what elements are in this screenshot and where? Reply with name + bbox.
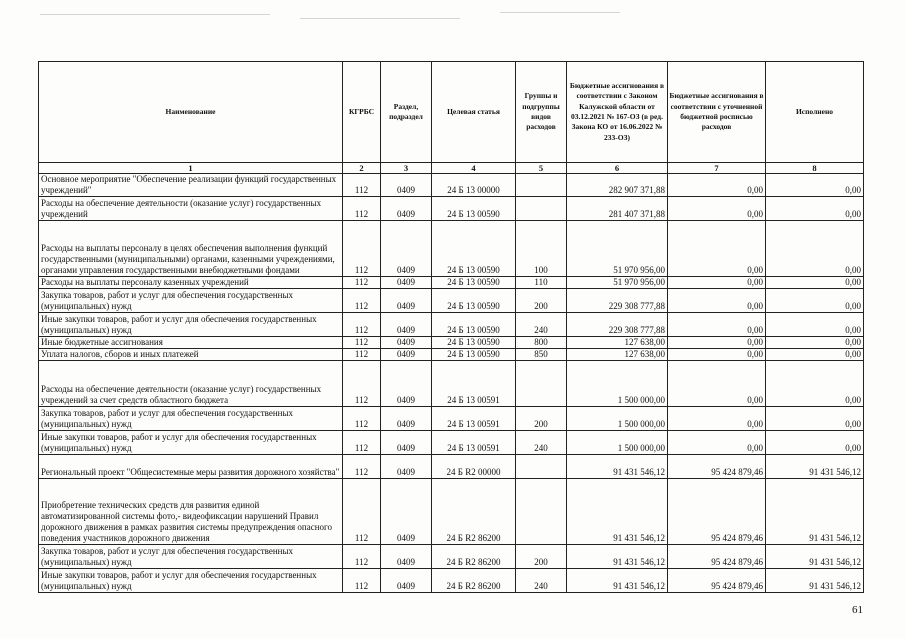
budget-law-cell: 229 308 777,88	[567, 313, 668, 337]
group-cell	[516, 361, 567, 407]
page-number: 61	[852, 604, 863, 616]
header-target: Целевая статья	[432, 62, 516, 163]
header-groups: Группы и подгруппы видов расходов	[516, 62, 567, 163]
budget-law-cell: 229 308 777,88	[567, 289, 668, 313]
budget-law-cell: 282 907 371,88	[567, 174, 668, 197]
header-budget-list: Бюджетные ассигнования в соответствии с уточненной бюджетной росписью расходов	[668, 62, 766, 163]
column-number: 7	[668, 163, 766, 174]
executed-cell: 0,00	[766, 289, 864, 313]
kgrbs-cell: 112	[343, 349, 381, 361]
budget-list-cell: 95 424 879,46	[668, 545, 766, 569]
row-name: Закупка товаров, работ и услуг для обеспечения государственных (муниципальных) нужд	[39, 545, 343, 569]
budget-law-cell: 1 500 000,00	[567, 431, 668, 455]
executed-cell: 91 431 546,12	[766, 479, 864, 545]
target-cell: 24 Б 13 00000	[432, 174, 516, 197]
kgrbs-cell: 112	[343, 545, 381, 569]
row-name: Расходы на выплаты персоналу в целях обеспечения выполнения функций государственными (муниципальными) органами, казенными учреждениями, органами управления государственными внебюджетными фондами	[39, 221, 343, 277]
budget-list-cell: 0,00	[668, 431, 766, 455]
table-row	[39, 569, 864, 593]
target-cell: 24 Б 13 00591	[432, 361, 516, 407]
executed-cell: 0,00	[766, 407, 864, 431]
budget-list-cell: 0,00	[668, 289, 766, 313]
executed-cell: 0,00	[766, 349, 864, 361]
executed-cell: 0,00	[766, 221, 864, 277]
row-name: Закупка товаров, работ и услуг для обеспечения государственных (муниципальных) нужд	[39, 289, 343, 313]
group-cell: 240	[516, 431, 567, 455]
section-cell: 0409	[381, 277, 432, 289]
kgrbs-cell: 112	[343, 197, 381, 221]
budget-law-cell: 91 431 546,12	[567, 479, 668, 545]
kgrbs-cell: 112	[343, 361, 381, 407]
section-cell: 0409	[381, 289, 432, 313]
section-cell: 0409	[381, 431, 432, 455]
executed-cell: 91 431 546,12	[766, 455, 864, 479]
target-cell: 24 Б 13 00590	[432, 313, 516, 337]
group-cell	[516, 174, 567, 197]
budget-list-cell: 0,00	[668, 277, 766, 289]
executed-cell: 91 431 546,12	[766, 569, 864, 593]
group-cell: 100	[516, 221, 567, 277]
budget-list-cell: 95 424 879,46	[668, 479, 766, 545]
budget-list-cell: 0,00	[668, 337, 766, 349]
budget-list-cell: 0,00	[668, 349, 766, 361]
table-row	[39, 289, 864, 313]
header-budget-law: Бюджетные ассигнования в соответствии с Законом Калужской области от 03.12.2021 № 167-ОЗ (в ред. Закона КО от 16.06.2022 № 233-ОЗ)	[567, 62, 668, 163]
budget-law-cell: 91 431 546,12	[567, 455, 668, 479]
target-cell: 24 Б 13 00590	[432, 349, 516, 361]
kgrbs-cell: 112	[343, 407, 381, 431]
group-cell: 200	[516, 545, 567, 569]
target-cell: 24 Б R2 86200	[432, 569, 516, 593]
group-cell: 110	[516, 277, 567, 289]
kgrbs-cell: 112	[343, 289, 381, 313]
column-number: 4	[432, 163, 516, 174]
kgrbs-cell: 112	[343, 277, 381, 289]
table-row	[39, 277, 864, 289]
section-cell: 0409	[381, 221, 432, 277]
budget-law-cell: 51 970 956,00	[567, 277, 668, 289]
kgrbs-cell: 112	[343, 337, 381, 349]
target-cell: 24 Б R2 86200	[432, 479, 516, 545]
row-name: Иные закупки товаров, работ и услуг для обеспечения государственных (муниципальных) нужд	[39, 569, 343, 593]
section-cell: 0409	[381, 455, 432, 479]
target-cell: 24 Б 13 00591	[432, 407, 516, 431]
section-cell: 0409	[381, 337, 432, 349]
table-row	[39, 337, 864, 349]
executed-cell: 91 431 546,12	[766, 545, 864, 569]
section-cell: 0409	[381, 569, 432, 593]
target-cell: 24 Б 13 00590	[432, 289, 516, 313]
budget-list-cell: 95 424 879,46	[668, 455, 766, 479]
column-number: 1	[39, 163, 343, 174]
table-row	[39, 221, 864, 277]
budget-law-cell: 51 970 956,00	[567, 221, 668, 277]
executed-cell: 0,00	[766, 431, 864, 455]
group-cell: 200	[516, 289, 567, 313]
group-cell: 200	[516, 407, 567, 431]
row-name: Иные бюджетные ассигнования	[39, 337, 343, 349]
section-cell: 0409	[381, 407, 432, 431]
group-cell: 800	[516, 337, 567, 349]
budget-list-cell: 0,00	[668, 361, 766, 407]
group-cell	[516, 197, 567, 221]
budget-law-cell: 91 431 546,12	[567, 545, 668, 569]
group-cell: 240	[516, 313, 567, 337]
budget-law-cell: 1 500 000,00	[567, 361, 668, 407]
target-cell: 24 Б 13 00590	[432, 277, 516, 289]
table-row	[39, 313, 864, 337]
executed-cell: 0,00	[766, 174, 864, 197]
executed-cell: 0,00	[766, 197, 864, 221]
kgrbs-cell: 112	[343, 313, 381, 337]
section-cell: 0409	[381, 479, 432, 545]
section-cell: 0409	[381, 313, 432, 337]
budget-list-cell: 0,00	[668, 313, 766, 337]
row-name: Основное мероприятие "Обеспечение реализации функций государственных учреждений"	[39, 174, 343, 197]
target-cell: 24 Б 13 00590	[432, 197, 516, 221]
table-row	[39, 545, 864, 569]
row-name: Уплата налогов, сборов и иных платежей	[39, 349, 343, 361]
row-name: Приобретение технических средств для развития единой автоматизированной системы фото,- видеофиксации нарушений Правил дорожного движения в рамках развития системы предупреждения опасного поведения участников дорожного движения	[39, 479, 343, 545]
row-name: Закупка товаров, работ и услуг для обеспечения государственных (муниципальных) нужд	[39, 407, 343, 431]
row-name: Региональный проект "Общесистемные меры развития дорожного хозяйства"	[39, 455, 343, 479]
header-section: Раздел, подраздел	[381, 62, 432, 163]
row-name: Расходы на обеспечение деятельности (оказание услуг) государственных учреждений	[39, 197, 343, 221]
table-row	[39, 361, 864, 407]
budget-list-cell: 95 424 879,46	[668, 569, 766, 593]
executed-cell: 0,00	[766, 277, 864, 289]
group-cell: 240	[516, 569, 567, 593]
group-cell: 850	[516, 349, 567, 361]
section-cell: 0409	[381, 349, 432, 361]
table-row	[39, 174, 864, 197]
target-cell: 24 Б 13 00591	[432, 431, 516, 455]
group-cell	[516, 479, 567, 545]
budget-list-cell: 0,00	[668, 174, 766, 197]
section-cell: 0409	[381, 197, 432, 221]
section-cell: 0409	[381, 361, 432, 407]
executed-cell: 0,00	[766, 313, 864, 337]
section-cell: 0409	[381, 545, 432, 569]
table-row	[39, 455, 864, 479]
column-number: 2	[343, 163, 381, 174]
kgrbs-cell: 112	[343, 221, 381, 277]
row-name: Иные закупки товаров, работ и услуг для обеспечения государственных (муниципальных) нужд	[39, 313, 343, 337]
column-number: 6	[567, 163, 668, 174]
table-row	[39, 349, 864, 361]
group-cell	[516, 455, 567, 479]
budget-list-cell: 0,00	[668, 407, 766, 431]
table-body	[39, 174, 864, 593]
row-name: Расходы на обеспечение деятельности (оказание услуг) государственных учреждений за счет средств областного бюджета	[39, 361, 343, 407]
budget-law-cell: 1 500 000,00	[567, 407, 668, 431]
budget-law-cell: 127 638,00	[567, 349, 668, 361]
executed-cell: 0,00	[766, 337, 864, 349]
column-number: 8	[766, 163, 864, 174]
target-cell: 24 Б R2 86200	[432, 545, 516, 569]
table-row	[39, 431, 864, 455]
table-row	[39, 407, 864, 431]
budget-list-cell: 0,00	[668, 197, 766, 221]
column-number: 3	[381, 163, 432, 174]
budget-law-cell: 127 638,00	[567, 337, 668, 349]
budget-table	[38, 61, 864, 593]
kgrbs-cell: 112	[343, 479, 381, 545]
target-cell: 24 Б 13 00590	[432, 221, 516, 277]
budget-law-cell: 91 431 546,12	[567, 569, 668, 593]
section-cell: 0409	[381, 174, 432, 197]
budget-law-cell: 281 407 371,88	[567, 197, 668, 221]
row-name: Расходы на выплаты персоналу казенных учреждений	[39, 277, 343, 289]
kgrbs-cell: 112	[343, 569, 381, 593]
executed-cell: 0,00	[766, 361, 864, 407]
kgrbs-cell: 112	[343, 431, 381, 455]
table-header-row	[39, 62, 864, 163]
target-cell: 24 Б 13 00590	[432, 337, 516, 349]
row-name: Иные закупки товаров, работ и услуг для обеспечения государственных (муниципальных) нужд	[39, 431, 343, 455]
kgrbs-cell: 112	[343, 455, 381, 479]
column-number: 5	[516, 163, 567, 174]
budget-list-cell: 0,00	[668, 221, 766, 277]
table-row	[39, 197, 864, 221]
header-name: Наименование	[39, 62, 343, 163]
table-row	[39, 479, 864, 545]
column-number-row	[39, 163, 864, 174]
header-kgrbs: КГРБС	[343, 62, 381, 163]
target-cell: 24 Б R2 00000	[432, 455, 516, 479]
kgrbs-cell: 112	[343, 174, 381, 197]
header-executed: Исполнено	[766, 62, 864, 163]
